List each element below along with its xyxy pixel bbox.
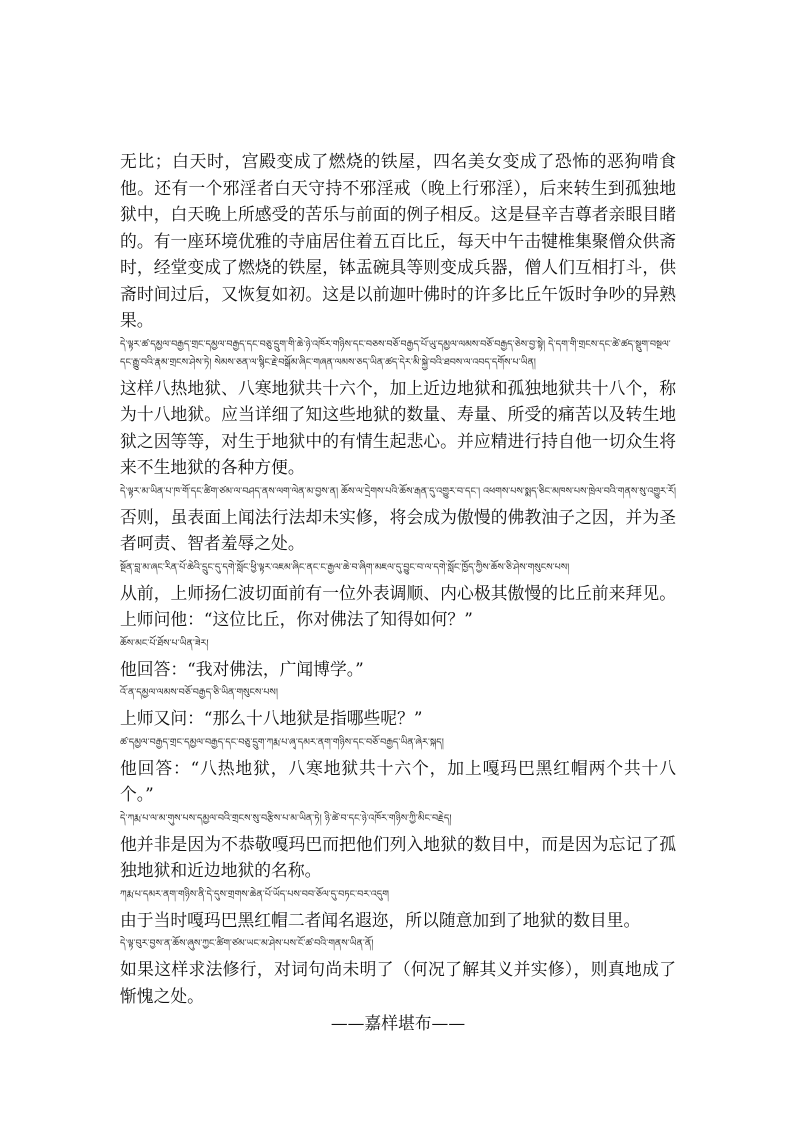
paragraph-chinese-9: 由于当时嘎玛巴黑红帽二者闻名遐迩，所以随意加到了地狱的数目里。 [120, 909, 641, 930]
paragraph-tibetan-8: ཀརྨ་པ་དམར་ནག་གཉིས་ནི་དེ་དུས་གྲགས་ཆེན་པོ་ཡོད་པས་བབ་ཅོལ་དུ་བཏང་བར་འདུག [120, 888, 389, 900]
paragraph-chinese-10: 如果这样求法修行，对词句尚未明了（何况了解其义并实修），则真地成了惭愧之处。 [120, 959, 676, 1006]
paragraph-tibetan-4: ཆོས་མང་པོ་ཐོས་པ་ཡིན་ཟེར། [120, 637, 209, 649]
paragraph-chinese-7: 他回答：“八热地狱，八寒地狱共十六个，加上嘎玛巴黑红帽两个共十八个。” [120, 757, 676, 804]
paragraph-tibetan-3: སྔོན་བླ་མ་ཞང་རིན་པོ་ཆེའི་དྲུང་དུ་དགེ་སློང་ཕྱི་ལྟར་འཇམ་ཞིང་ནང་ང་རྒྱལ་ཆེ་བ་ཞིག་མཇལ་དུ་བྱུང་བ་ལ་དགེ་སློང་ཁྱོད་ཀྱིས་ཆོས་ཅི་ཤེས་གསུངས་པས། [120, 561, 570, 573]
paragraph-chinese-5: 他回答：“我对佛法，广闻博学。” [120, 658, 364, 679]
document-page [120, 148, 676, 1035]
paragraph-chinese-1: 无比；白天时，宫殿变成了燃烧的铁屋，四名美女变成了恐怖的恶狗啃食他。还有一个邪淫者白天守持不邪淫戒（晚上行邪淫），后来转生到孤独地狱中，白天晚上所感受的苦乐与前面的例子相反。这是昼辛吉尊者亲眼目睹的。有一座环境优雅的寺庙居住着五百比丘，每天中午击犍椎集聚僧众供斋时，经堂变成了燃烧的铁屋，钵盂碗具等则变成兵器，僧人们互相打斗，供斋时间过后，又恢复如初。这是以前迦叶佛时的许多比丘午饭时争吵的异熟果。 [120, 151, 676, 330]
paragraph-chinese-8: 他并非是因为不恭敬嘎玛巴而把他们列入地狱的数目中，而是因为忘记了孤独地狱和近边地狱的名称。 [120, 833, 676, 880]
paragraph-tibetan-6: ཚ་དམྱལ་བརྒྱད་གྲང་དམྱལ་བརྒྱད་དང་བཅུ་དྲུག་ཀརྨ་པ་ཞྭ་དམར་ནག་གཉིས་དང་བཅོ་བརྒྱད་ཡིན་ཞེར་སྐད། [120, 736, 444, 748]
paragraph-tibetan-2: དེ་ལྟར་མ་ཡིན་པ་ཁ་གོ་དང་ཚིག་ཙམ་ལ་བཤད་ནས་ལག་ལེན་མ་བྱས་ན། ཆོས་ལ་དྲེགས་པའི་ཆོས་རྒན་དུ་འགྱུར་བ་དང་། འཕགས་པས་སྨད་ཅིང་མཁས་པས་ཁྲེལ་བའི་གནས་སུ་འགྱུར་རོ། [120, 485, 676, 497]
paragraph-tibetan-9: དེ་ལྟ་བུར་བྱས་ན་ཆོས་ཞུས་ཀྱང་ཚིག་ཙམ་ཡང་མ་ཤེས་པས་ངོ་ཚ་བའི་གནས་ཡིན་ནོ། [120, 938, 374, 949]
paragraph-tibetan-7: དེ་ཀརྨ་པ་ལ་མ་གུས་པས་དམྱལ་བའི་གྲངས་སུ་བརྩིས་པ་མ་ཡིན་ཏེ། ཉི་ཚེ་བ་དང་ཉེ་འཁོར་གཉིས་ཀྱི་མིང་བརྗེད། [120, 812, 452, 824]
paragraph-chinese-3: 否则，虽表面上闻法行法却未实修，将会成为傲慢的佛教油子之因，并为圣者呵责、智者羞辱之处。 [120, 506, 676, 553]
paragraph-tibetan-1: དེ་ལྟར་ཚ་དམྱལ་བརྒྱད་གྲང་དམྱལ་བརྒྱད་དང་བཅུ་དྲུག་གི་ཆེ་ཉེ་འཁོར་གཉིས་དང་བཅས་བཅོ་བརྒྱད་པོ་ཡུ་དམྱལ་ལམས་བཅོ་བརྒྱད་ཅེས་བྱ་སྟེ། དེ་དག་གི་གྲངས་དང་ཚེ་ཚད་སྡུག་བསྔལ་དང་རྒྱུ་བའི་རྣམ་གྲངས་ཤེས་ཏེ། སེམས་ཅན་ལ་སྙིང་རྗེ་བསྒོམ་ཞིང་གཞན་ལམས་ཅད་ཡིན་ཚད་དེར་མི་སྐྱེ་བའི་ཐབས་ལ་འབད་དགོས་པ་ཡིན། [120, 338, 671, 368]
paragraph-chinese-6: 上师又问：“那么十八地狱是指哪些呢？” [120, 708, 423, 728]
paragraph-chinese-2: 这样八热地狱、八寒地狱共十六个，加上近边地狱和孤独地狱共十八个，称为十八地狱。应当详细了知这些地狱的数量、寿量、所受的痛苦以及转生地狱之因等等，对生于地狱中的有情生起悲心。并应精进行持自他一切众生将来不生地狱的各种方便。 [120, 377, 676, 477]
author-signature: ——嘉样堪布—— [330, 1013, 466, 1033]
paragraph-chinese-4: 从前，上师扬仁波切面前有一位外表调顺、内心极其傲慢的比丘前来拜见。上师问他：“这位比丘，你对佛法了知得如何？” [120, 582, 676, 629]
paragraph-tibetan-5: འོ་ན་དམྱལ་ལམས་བཅོ་བརྒྱད་ཅི་ཡིན་གསུངས་པས། [120, 687, 278, 698]
